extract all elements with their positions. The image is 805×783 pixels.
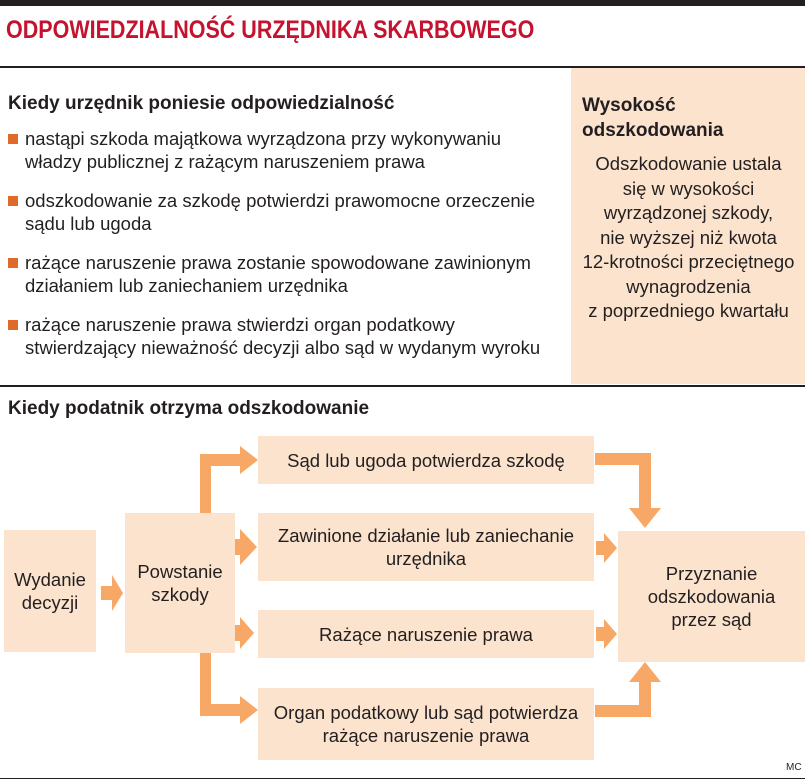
node-line: Rażące naruszenie prawa	[319, 623, 533, 645]
sidebar-text-line: wyrządzonej szkody,	[603, 202, 774, 223]
arrow-trunk	[595, 453, 651, 465]
sidebar-text-line: Odszkodowanie ustala	[595, 153, 782, 174]
arrow-up-icon	[629, 662, 661, 705]
conditions-heading: Kiedy urzędnik poniesie odpowiedzialność	[8, 93, 395, 114]
flow-node-branch-4	[258, 688, 594, 760]
flow-node-start	[4, 530, 96, 652]
arrow-right-icon	[101, 575, 123, 611]
arrow-right-icon	[596, 619, 617, 649]
sidebar-text-line: z poprzedniego kwartału	[588, 300, 789, 321]
condition-line: rażące naruszenie prawa stwierdzi organ podatkowy	[25, 314, 455, 335]
sidebar-text-line: 12-krotności przeciętnego	[582, 251, 795, 272]
page-title: ODPOWIEDZIALNOŚĆ URZĘDNIKA SKARBOWEGO	[6, 16, 535, 44]
arrow-right-icon	[232, 617, 254, 649]
node-line: Przyznanie	[665, 563, 758, 584]
node-line: Wydanie	[14, 569, 86, 590]
arrow-right-icon	[596, 533, 617, 563]
flow-node-branch-2	[258, 513, 594, 581]
node-line: urzędnika	[385, 548, 467, 569]
node-line: Zawinione działanie lub zaniechanie	[277, 525, 575, 546]
flow-node-branch-1	[258, 436, 594, 484]
divider-bottom	[0, 778, 805, 779]
condition-line: odszkodowanie za szkodę potwierdzi prawomocne orzeczenie	[25, 190, 536, 211]
arrow-trunk	[200, 465, 211, 513]
node-line: Powstanie	[137, 561, 223, 582]
node-line: rażące naruszenie prawa	[322, 725, 530, 746]
flow-node-branch-3	[258, 610, 594, 658]
condition-line: działaniem lub zaniechaniem urzędnika	[25, 275, 348, 296]
arrow-trunk	[595, 705, 651, 717]
node-line: decyzji	[21, 592, 79, 613]
node-line: szkody	[151, 584, 209, 605]
condition-line: stwierdzający nieważność decyzji albo sąd w wydanym wyroku	[25, 337, 541, 358]
condition-line: rażące naruszenie prawa zostanie spowodowane zawinionym	[25, 252, 531, 273]
sidebar-text-line: nie wyższej niż kwota	[600, 226, 777, 248]
node-line: odszkodowania	[647, 586, 776, 607]
node-line: Organ podatkowy lub sąd potwierdza	[273, 702, 579, 723]
author-credit: MC	[786, 762, 802, 773]
sidebar-text-line: się w wysokości	[622, 177, 755, 199]
sidebar-heading-line: odszkodowania	[582, 120, 724, 141]
sidebar-text-line: wynagrodzenia	[626, 275, 751, 297]
condition-line: władzy publicznej z rażącym naruszeniem prawa	[25, 151, 425, 172]
flow-heading: Kiedy podatnik otrzyma odszkodowanie	[8, 398, 370, 419]
node-line: przez sąd	[671, 609, 752, 630]
condition-line: nastąpi szkoda majątkowa wyrządzona przy wykonywaniu	[25, 128, 502, 149]
flow-node-result	[618, 531, 805, 662]
condition-line: sądu lub ugoda	[25, 213, 152, 234]
flow-node-damage	[125, 513, 235, 653]
sidebar-heading-line: Wysokość	[582, 95, 676, 116]
node-line: Sąd lub ugoda potwierdza szkodę	[287, 449, 565, 471]
arrow-down-icon	[629, 465, 661, 528]
